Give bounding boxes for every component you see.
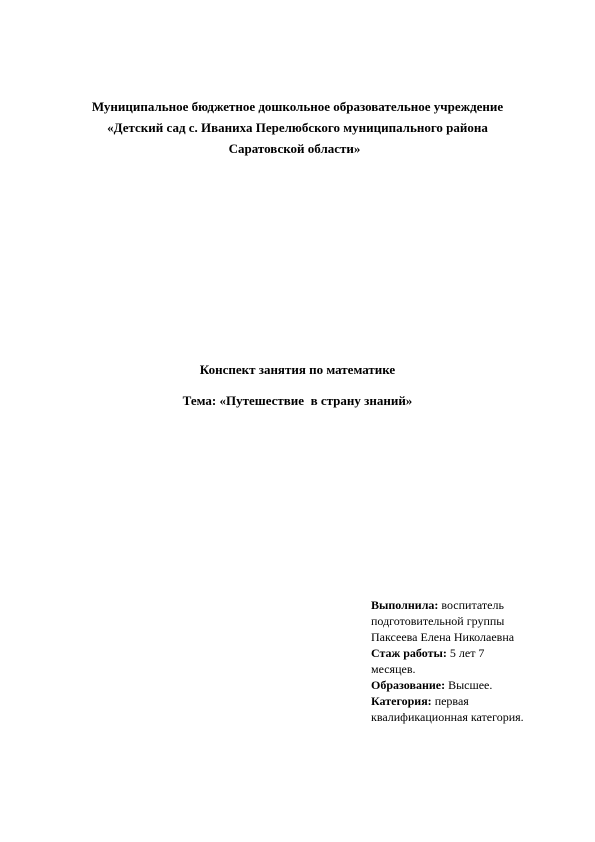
institution-header <box>0 96 595 159</box>
category-continuation: квалификационная категория. <box>371 710 524 724</box>
category-label: Категория: <box>371 694 432 708</box>
category-row <box>371 693 571 709</box>
education-label: Образование: <box>371 678 446 692</box>
lesson-topic: Тема: «Путешествие в страну знаний» <box>182 393 413 408</box>
institution-line-1: Муниципальное бюджетное дошкольное образовательное учреждение <box>91 99 504 114</box>
education-value: Высшее. <box>445 678 493 692</box>
education-row <box>371 677 571 693</box>
category-value: первая <box>431 694 469 708</box>
author-info <box>371 597 571 725</box>
institution-line-2: «Детский сад с. Иваниха Перелюбского муниципального района <box>107 120 488 135</box>
performed-label: Выполнила: <box>371 598 439 612</box>
author-name: Паксеева Елена Николаевна <box>371 630 515 644</box>
performed-value: воспитатель <box>438 598 504 612</box>
experience-label: Стаж работы: <box>371 646 447 660</box>
performed-row <box>371 597 571 613</box>
institution-line-3: Саратовской области» <box>228 141 361 156</box>
experience-continuation: месяцев. <box>371 662 416 676</box>
experience-row <box>371 645 571 661</box>
lesson-title: Конспект занятия по математике <box>199 362 396 377</box>
lesson-title-block <box>0 362 595 409</box>
experience-value: 5 лет 7 <box>446 646 485 660</box>
group-line: подготовительной группы <box>371 614 505 628</box>
